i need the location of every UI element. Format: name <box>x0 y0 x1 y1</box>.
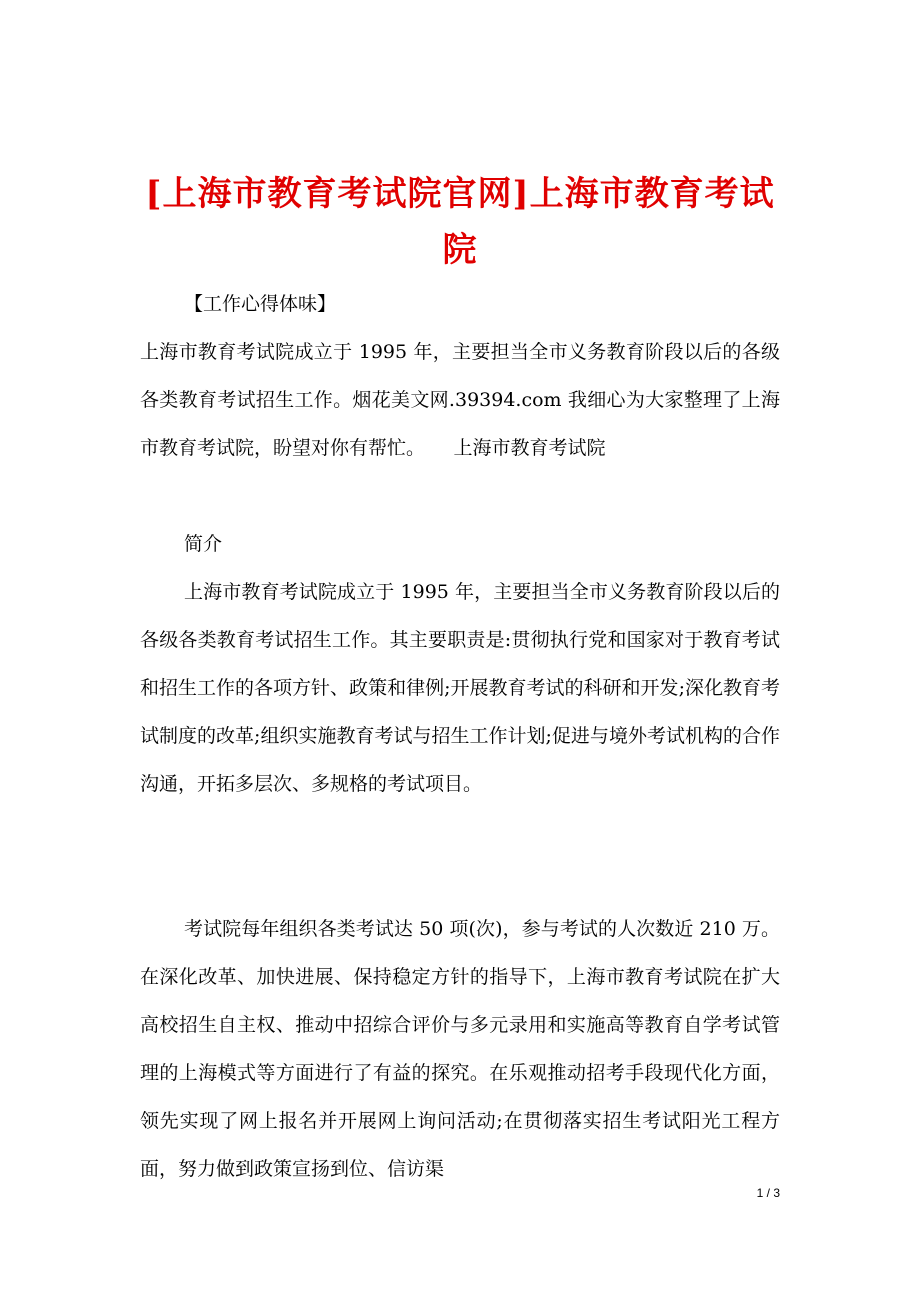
section-tag: 【工作心得体味】 <box>184 293 337 315</box>
intro-paragraph: 上海市教育考试院成立于 1995 年，主要担当全市义务教育阶段以后的各级各类教育考试招生工作。烟花美文网.39394.com 我细心为大家整理了上海市教育考试院，盼望对你有帮忙。 上海市教育考试院 <box>140 341 780 459</box>
body-paragraph-2: 考试院每年组织各类考试达 50 项(次)，参与考试的人次数近 210 万。在深化改革、加快进展、保持稳定方针的指导下，上海市教育考试院在扩大高校招生自主权、推动中招综合评价与多元录用和实施高等教育自学考试管理的上海模式等方面进行了有益的探究。在乐观推动招考手段现代化方面，领先实现了网上报名并开展网上询问活动;在贯彻落实招生考试阳光工程方面，努力做到政策宣扬到位、信访渠 <box>140 918 780 1180</box>
body-paragraph-1: 上海市教育考试院成立于 1995 年，主要担当全市义务教育阶段以后的各级各类教育考试招生工作。其主要职责是:贯彻执行党和国家对于教育考试和招生工作的各项方针、政策和律例;开展教育考试的科研和开发;深化教育考试制度的改革;组织实施教育考试与招生工作计划;促进与境外考试机构的合作沟通，开拓多层次、多规格的考试项目。 <box>140 581 780 795</box>
document-title: [上海市教育考试院官网]上海市教育考试院 <box>145 173 775 270</box>
page-number: 1 / 3 <box>756 1186 780 1200</box>
subheading-jianjie: 简介 <box>184 533 223 555</box>
